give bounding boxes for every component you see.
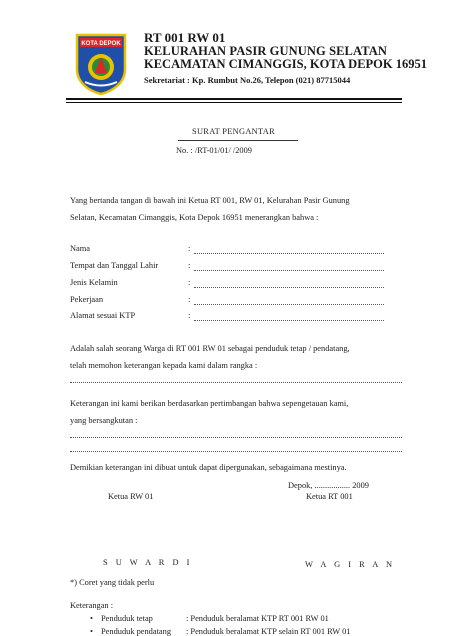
kota-depok-logo xyxy=(75,33,127,95)
intro-line-1: Yang bertanda tangan di bawah ini Ketua RT 001, RW 01, Kelurahan Pasir Gunung xyxy=(70,196,350,205)
place-date: Depok, ................. 2009 xyxy=(288,481,369,490)
reason-line-1[interactable] xyxy=(70,437,402,438)
field-colon: : xyxy=(188,261,191,270)
footnote: *) Coret yang tidak perlu xyxy=(70,578,155,587)
para2-line-1: Keterangan ini kami berikan berdasarkan pertimbangan bahwa sepengetauan kami, xyxy=(70,399,349,408)
sign-right-role: Ketua RT 001 xyxy=(306,492,353,501)
field-input-jenis-kelamin[interactable] xyxy=(194,287,384,288)
letterhead-rule xyxy=(66,98,402,100)
field-label-ttl: Tempat dan Tanggal Lahir xyxy=(70,261,159,270)
keterangan-label: Keterangan : xyxy=(70,601,114,610)
letterhead-kelurahan: KELURAHAN PASIR GUNUNG SELATAN xyxy=(144,44,387,58)
field-colon: : xyxy=(188,278,191,287)
sign-right-name: W A G I R A N xyxy=(305,560,396,569)
intro-line-2: Selatan, Kecamatan Cimanggis, Kota Depok 16951 menerangkan bahwa : xyxy=(70,213,319,222)
keterangan-desc-pendatang: : Penduduk beralamat KTP selain RT 001 RW 01 xyxy=(186,627,351,636)
reason-line-2[interactable] xyxy=(70,451,402,452)
para1-line-1: Adalah salah seorang Warga di RT 001 RW 01 sebagai penduduk tetap / pendatang, xyxy=(70,344,350,353)
field-label-nama: Nama xyxy=(70,244,90,253)
document-number: No. : /RT-01/01/ /2009 xyxy=(176,146,252,155)
purpose-line-1[interactable] xyxy=(70,382,402,383)
field-input-ttl[interactable] xyxy=(194,270,384,271)
logo-label: KOTA DEPOK xyxy=(81,41,121,47)
field-input-pekerjaan[interactable] xyxy=(194,304,384,305)
sign-left-name: S U W A R D I xyxy=(103,558,193,567)
title-underline xyxy=(178,140,298,141)
letterhead-rule-thin xyxy=(66,102,402,103)
field-label-pekerjaan: Pekerjaan xyxy=(70,295,104,304)
letterhead-sekretariat: Sekretariat : Kp. Rumbut No.26, Telepon (021) 87715044 xyxy=(144,75,351,85)
field-colon: : xyxy=(188,295,191,304)
bullet-icon: • xyxy=(90,614,93,623)
para2-line-2: yang bersangkutan : xyxy=(70,416,138,425)
field-colon: : xyxy=(188,244,191,253)
field-input-nama[interactable] xyxy=(194,253,384,254)
bullet-icon: • xyxy=(90,627,93,636)
para1-line-2: telah memohon keterangan kepada kami dalam rangka : xyxy=(70,361,258,370)
letterhead-rt-rw: RT 001 RW 01 xyxy=(144,30,226,45)
keterangan-term-tetap: Penduduk tetap xyxy=(101,614,153,623)
field-input-alamat[interactable] xyxy=(194,320,384,321)
letterhead-kecamatan: KECAMATAN CIMANGGIS, KOTA DEPOK 16951 xyxy=(144,57,427,71)
keterangan-term-pendatang: Penduduk pendatang xyxy=(101,627,172,636)
field-label-alamat: Alamat sesuai KTP xyxy=(70,311,136,320)
closing-statement: Demikian keterangan ini dibuat untuk dapat dipergunakan, sebagaimana mestinya. xyxy=(70,463,347,472)
field-colon: : xyxy=(188,311,191,320)
document-title: SURAT PENGANTAR xyxy=(192,127,276,136)
sign-left-role: Ketua RW 01 xyxy=(108,492,154,501)
keterangan-desc-tetap: : Penduduk beralamat KTP RT 001 RW 01 xyxy=(186,614,329,623)
field-label-jenis-kelamin: Jenis Kelamin xyxy=(70,278,118,287)
